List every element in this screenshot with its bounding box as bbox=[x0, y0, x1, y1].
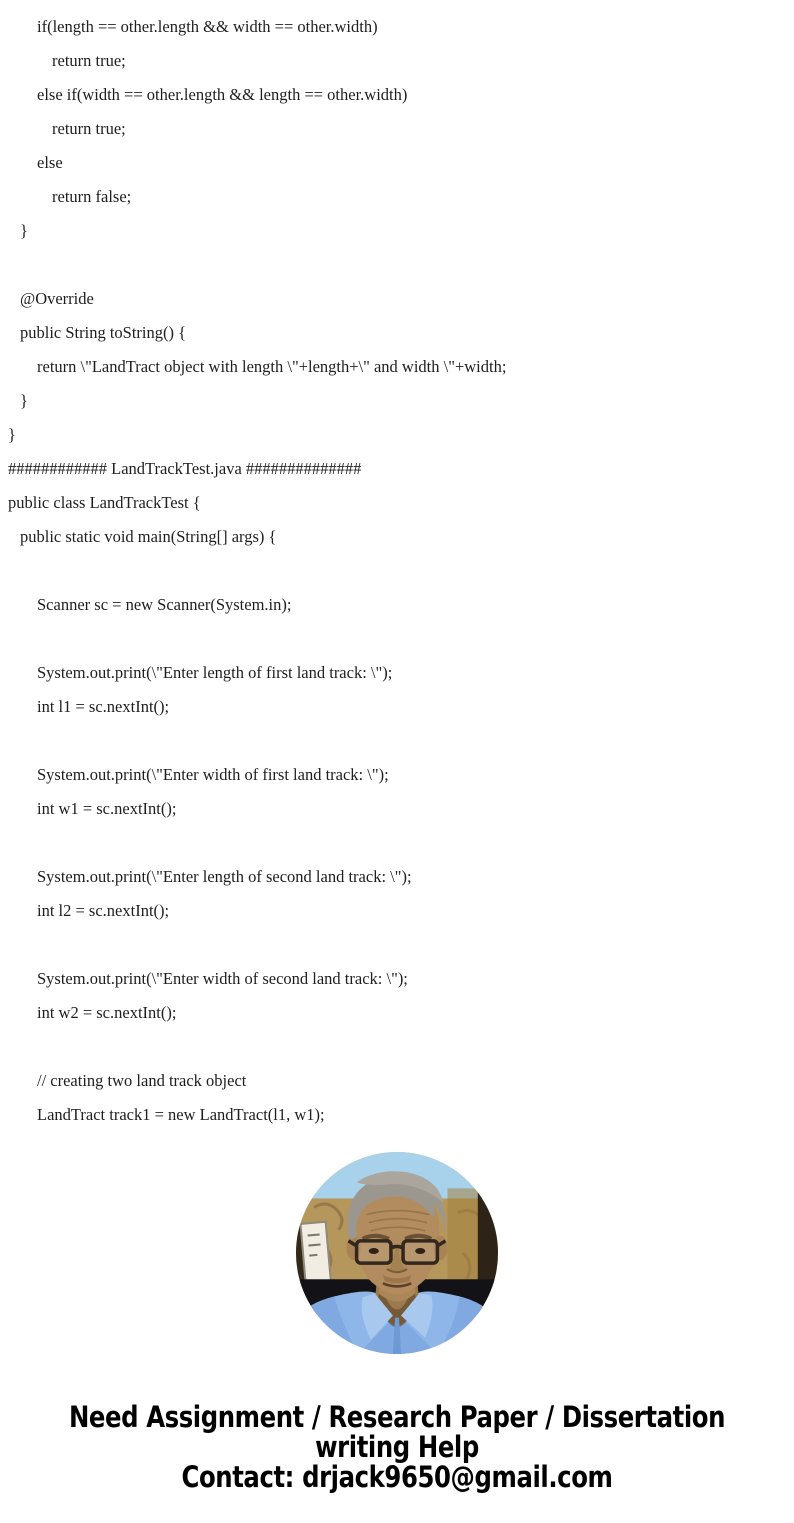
code-line: } bbox=[20, 391, 28, 410]
help-heading bbox=[64, 1402, 731, 1462]
code-line: if(length == other.length && width == other.width) bbox=[37, 17, 378, 36]
code-line: } bbox=[8, 425, 16, 444]
code-line: System.out.print(\"Enter length of second land track: \"); bbox=[37, 867, 412, 886]
contact-line: Contact: drjack9650@gmail.com bbox=[181, 1460, 613, 1494]
code-line: return false; bbox=[52, 187, 132, 206]
code-line: LandTract track1 = new LandTract(l1, w1); bbox=[37, 1105, 325, 1124]
code-line: else if(width == other.length && length == other.width) bbox=[37, 85, 408, 104]
code-line: // creating two land track object bbox=[37, 1071, 247, 1090]
avatar bbox=[296, 1152, 498, 1354]
code-line: public String toString() { bbox=[20, 323, 187, 342]
avatar-photo bbox=[296, 1152, 498, 1354]
code-line: int l2 = sc.nextInt(); bbox=[37, 901, 170, 920]
help-heading-line2: writing Help bbox=[315, 1430, 479, 1464]
code-blank-line bbox=[0, 1030, 794, 1064]
code-line: System.out.print(\"Enter length of first land track: \"); bbox=[37, 663, 393, 682]
code-blank-line bbox=[0, 622, 794, 656]
code-line: Scanner sc = new Scanner(System.in); bbox=[37, 595, 292, 614]
code-line: int w1 = sc.nextInt(); bbox=[37, 799, 177, 818]
code-line: System.out.print(\"Enter width of second land track: \"); bbox=[37, 969, 408, 988]
code-line: int w2 = sc.nextInt(); bbox=[37, 1003, 177, 1022]
footer-banner bbox=[64, 1402, 731, 1492]
code-blank-line bbox=[0, 928, 794, 962]
code-block bbox=[0, 10, 794, 1132]
code-blank-line bbox=[0, 724, 794, 758]
code-line: int l1 = sc.nextInt(); bbox=[37, 697, 170, 716]
code-line: System.out.print(\"Enter width of first land track: \"); bbox=[37, 765, 389, 784]
code-line: return true; bbox=[52, 51, 126, 70]
code-blank-line bbox=[0, 248, 794, 282]
code-line: @Override bbox=[20, 289, 94, 308]
code-line: public static void main(String[] args) { bbox=[20, 527, 277, 546]
code-line: } bbox=[20, 221, 28, 240]
code-blank-line bbox=[0, 554, 794, 588]
code-line: ############ LandTrackTest.java ############## bbox=[8, 459, 362, 478]
code-line: return \"LandTract object with length \"+length+\" and width \"+width; bbox=[37, 357, 507, 376]
code-line: else bbox=[37, 153, 63, 172]
code-line: public class LandTrackTest { bbox=[8, 493, 201, 512]
code-blank-line bbox=[0, 826, 794, 860]
help-heading-line1: Need Assignment / Research Paper / Dissertation bbox=[68, 1400, 726, 1434]
code-line: return true; bbox=[52, 119, 126, 138]
